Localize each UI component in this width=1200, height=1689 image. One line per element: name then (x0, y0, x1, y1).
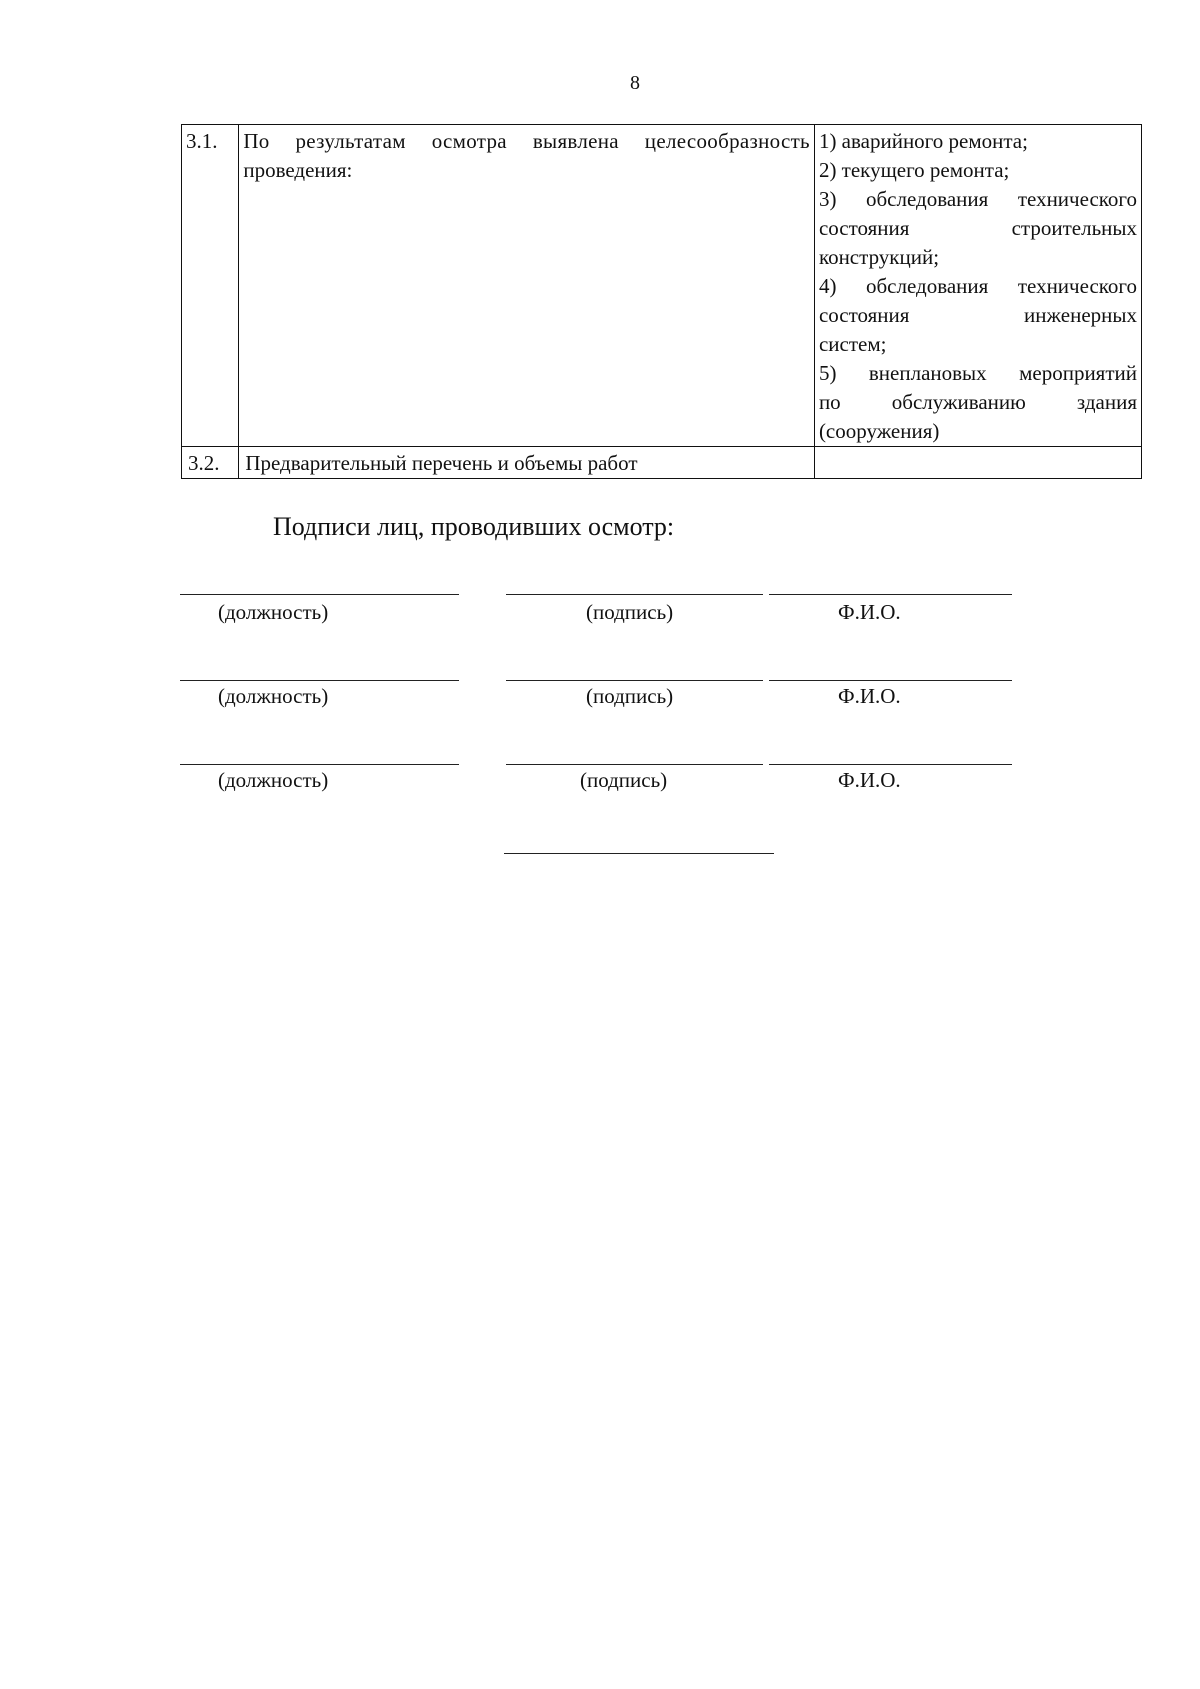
option-line: 1) аварийного ремонта; (818, 129, 1028, 153)
name-label: Ф.И.О. (838, 768, 901, 792)
options-cell (814, 125, 1141, 447)
name-label: Ф.И.О. (838, 600, 901, 624)
option-line: состояния строительных (818, 216, 1137, 240)
row-value (814, 447, 1141, 479)
option-line: 4) обследования технического (818, 274, 1137, 298)
signature-label: (подпись) (580, 768, 668, 792)
position-line (180, 764, 459, 765)
description-line: проведения: (243, 158, 353, 182)
inspection-table (181, 124, 1142, 479)
signature-line (506, 764, 763, 765)
option-line: 3) обследования технического (818, 187, 1137, 211)
position-line (180, 594, 459, 595)
signatures-heading: Подписи лиц, проводивших осмотр: (273, 512, 675, 541)
row-description: Предварительный перечень и объемы работ (239, 447, 815, 479)
signature-line (506, 594, 763, 595)
option-line: по обслуживанию здания (818, 390, 1137, 414)
option-line: 5) внеплановых мероприятий (818, 361, 1137, 385)
description-line: По результатам осмотра выявлена целесообразность (243, 129, 810, 153)
position-label: (должность) (218, 600, 329, 624)
signature-label: (подпись) (586, 600, 674, 624)
row-number: 3.2. (182, 447, 239, 479)
name-line (769, 680, 1012, 681)
table-row (182, 447, 1142, 479)
position-label: (должность) (218, 684, 329, 708)
option-line: 2) текущего ремонта; (818, 158, 1010, 182)
name-label: Ф.И.О. (838, 684, 901, 708)
option-line: конструкций; (818, 245, 940, 269)
page-number: 8 (630, 72, 640, 94)
signature-line (506, 680, 763, 681)
closing-separator (504, 853, 774, 854)
name-line (769, 594, 1012, 595)
row-number: 3.1. (182, 125, 239, 447)
row-description (239, 125, 815, 447)
position-label: (должность) (218, 768, 329, 792)
option-line: состояния инженерных (818, 303, 1137, 327)
position-line (180, 680, 459, 681)
option-line: систем; (818, 332, 887, 356)
table-row (182, 125, 1142, 447)
signature-label: (подпись) (586, 684, 674, 708)
name-line (769, 764, 1012, 765)
option-line: (сооружения) (818, 419, 940, 443)
